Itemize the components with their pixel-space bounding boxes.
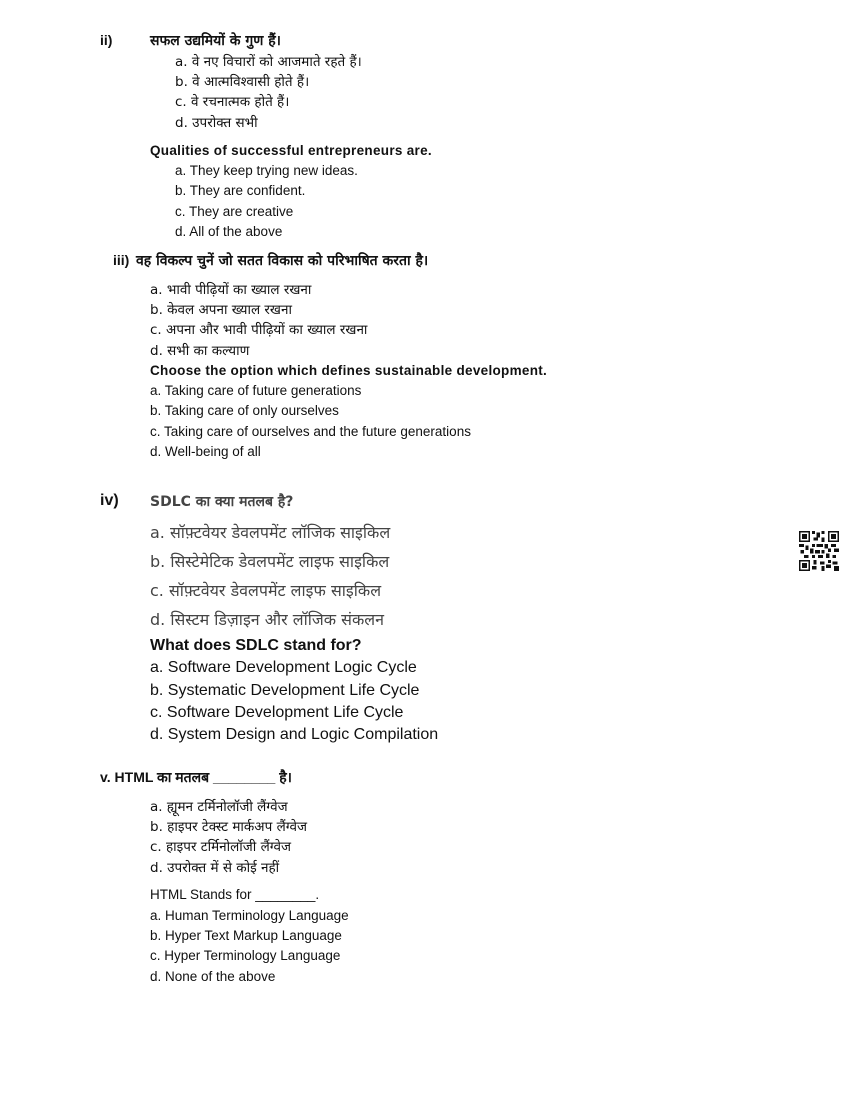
qr-code-icon bbox=[799, 531, 839, 571]
question-number: ii) bbox=[100, 32, 113, 48]
option-hindi: b. सिस्टेमेटिक डेवलपमेंट लाइफ साइकिल bbox=[150, 552, 390, 571]
option-english: b. Taking care of only ourselves bbox=[150, 403, 339, 418]
option-hindi: a. वे नए विचारों को आजमाते रहते हैं। bbox=[175, 54, 362, 70]
question-english: What does SDLC stand for? bbox=[150, 637, 362, 654]
option-english: c. Hyper Terminology Language bbox=[150, 948, 341, 963]
option-english: d. Well-being of all bbox=[150, 444, 261, 459]
option-english: d. All of the above bbox=[175, 224, 283, 239]
option-hindi: c. हाइपर टर्मिनोलॉजी लैंग्वेज bbox=[150, 839, 292, 855]
option-english: a. Taking care of future generations bbox=[150, 383, 362, 398]
option-english: b. They are confident. bbox=[175, 183, 306, 198]
option-english: c. Software Development Life Cycle bbox=[150, 704, 404, 721]
option-hindi: c. अपना और भावी पीढ़ियों का ख्याल रखना bbox=[150, 322, 368, 338]
question-number: iii) bbox=[113, 252, 130, 268]
option-hindi: d. उपरोक्त सभी bbox=[175, 115, 258, 131]
option-english: a. They keep trying new ideas. bbox=[175, 163, 358, 178]
question-english: Qualities of successful entrepreneurs are. bbox=[150, 143, 432, 158]
option-hindi: b. केवल अपना ख्याल रखना bbox=[150, 302, 292, 318]
question-hindi: सफल उद्यमियों के गुण हैं। bbox=[150, 33, 281, 49]
option-hindi: a. भावी पीढ़ियों का ख्याल रखना bbox=[150, 282, 312, 298]
question-english: HTML Stands for ________. bbox=[150, 887, 320, 902]
option-hindi: a. सॉफ़्टवेयर डेवलपमेंट लॉजिक साइकिल bbox=[150, 523, 391, 542]
option-hindi: b. वे आत्मविश्वासी होते हैं। bbox=[175, 74, 310, 90]
option-english: d. None of the above bbox=[150, 969, 276, 984]
question-number: iv) bbox=[100, 492, 119, 509]
question-english: Choose the option which defines sustainable development. bbox=[150, 363, 548, 378]
option-english: a. Human Terminology Language bbox=[150, 908, 349, 923]
option-english: b. Hyper Text Markup Language bbox=[150, 928, 342, 943]
option-english: c. They are creative bbox=[175, 204, 294, 219]
option-hindi: d. उपरोक्त में से कोई नहीं bbox=[150, 860, 280, 876]
option-hindi: d. सिस्टम डिज़ाइन और लॉजिक संकलन bbox=[150, 610, 384, 629]
option-hindi: a. ह्यूमन टर्मिनोलॉजी लैंग्वेज bbox=[150, 799, 288, 815]
option-hindi: c. सॉफ़्टवेयर डेवलपमेंट लाइफ साइकिल bbox=[150, 581, 382, 600]
option-hindi: c. वे रचनात्मक होते हैं। bbox=[175, 94, 290, 110]
option-english: d. System Design and Logic Compilation bbox=[150, 726, 439, 743]
option-hindi: b. हाइपर टेक्स्ट मार्कअप लैंग्वेज bbox=[150, 819, 308, 835]
option-hindi: d. सभी का कल्याण bbox=[150, 343, 250, 359]
question-hindi: वह विकल्प चुनें जो सतत विकास को परिभाषित करता है। bbox=[136, 253, 429, 269]
question-hindi: SDLC का क्या मतलब है? bbox=[150, 494, 294, 510]
option-english: a. Software Development Logic Cycle bbox=[150, 659, 417, 676]
option-english: c. Taking care of ourselves and the future generations bbox=[150, 424, 471, 439]
question-hindi: v. HTML का मतलब ________ है। bbox=[100, 769, 292, 785]
option-english: b. Systematic Development Life Cycle bbox=[150, 682, 420, 699]
